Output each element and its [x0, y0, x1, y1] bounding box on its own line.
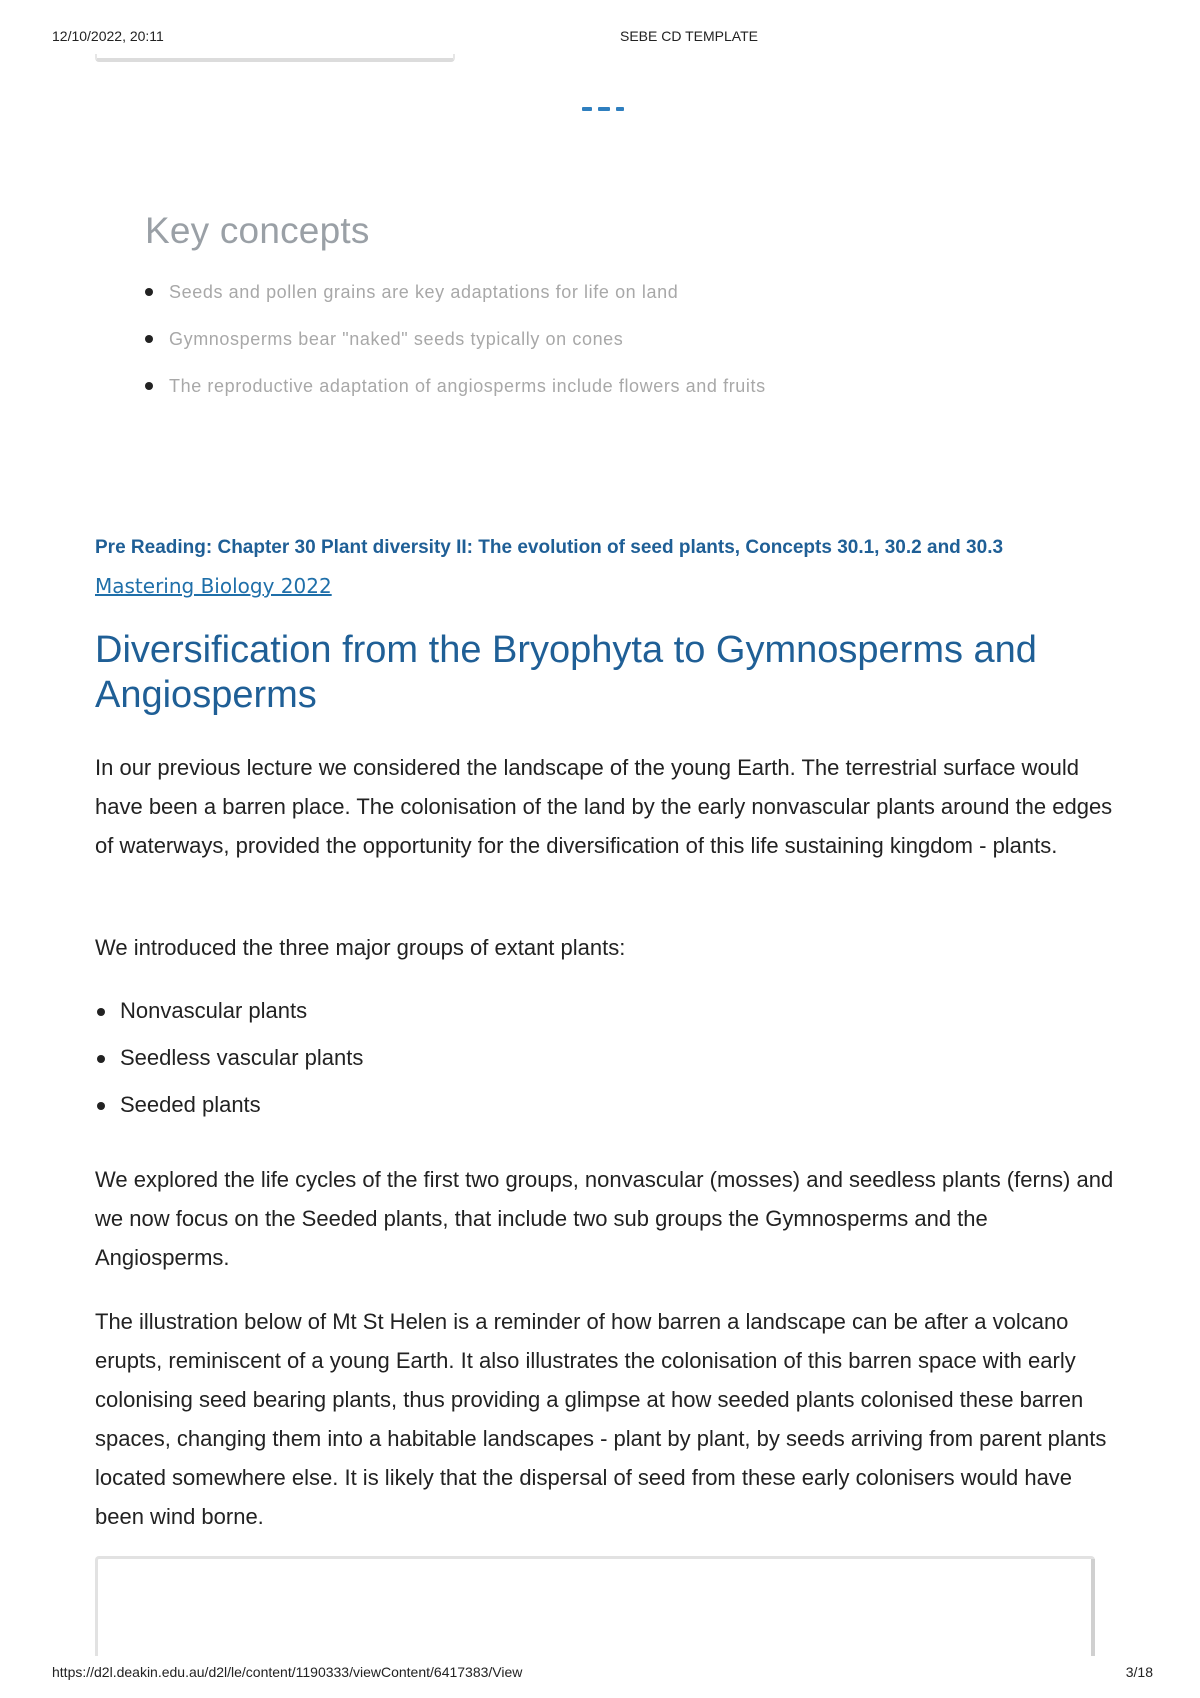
- page-number: 3/18: [1125, 1664, 1153, 1680]
- paragraph-groups-intro: We introduced the three major groups of extant plants:: [95, 935, 626, 960]
- illustration-frame: [95, 1556, 1095, 1656]
- key-concept-item: Seeds and pollen grains are key adaptations for life on land: [145, 282, 1045, 329]
- plant-group-item: Seedless vascular plants: [95, 1045, 363, 1092]
- page-url: https://d2l.deakin.edu.au/d2l/le/content/1190333/viewContent/6417383/View: [52, 1664, 523, 1680]
- document-title: SEBE CD TEMPLATE: [620, 28, 758, 44]
- key-concept-item: Gymnosperms bear "naked" seeds typically on cones: [145, 329, 1045, 376]
- plant-groups-list: [95, 998, 363, 1139]
- paragraph-life-cycles: We explored the life cycles of the first two groups, nonvascular (mosses) and seedless plants (ferns) and we now focus on the Seeded plants, that include two sub groups the Gymnosperms and the Angiosperms.: [95, 1167, 1114, 1270]
- mastering-biology-link[interactable]: Mastering Biology 2022: [95, 574, 332, 598]
- pre-reading-note: [95, 528, 1095, 607]
- plant-group-item: Nonvascular plants: [95, 998, 363, 1045]
- key-concept-item: The reproductive adaptation of angiosperms include flowers and fruits: [145, 376, 1045, 423]
- key-concepts-box: [145, 210, 1045, 423]
- print-timestamp: 12/10/2022, 20:11: [52, 28, 164, 44]
- paragraph-mt-st-helen: The illustration below of Mt St Helen is a reminder of how barren a landscape can be after a volcano erupts, reminiscent of a young Earth. It also illustrates the colonisation of this barren space with early colonising seed bearing plants, thus providing a glimpse at how seeded plants colonised these barren spaces, changing them into a habitable landscapes - plant by plant, by seeds arriving from parent plants located somewhere else. It is likely that the dispersal of seed from these early colonisers would have been wind borne.: [95, 1309, 1107, 1529]
- key-concepts-heading: Key concepts: [145, 210, 370, 251]
- embedded-frame-bottom-edge: [95, 54, 455, 62]
- pre-reading-text: Pre Reading: Chapter 30 Plant diversity II: The evolution of seed plants, Concepts 30.1, 30.2 and 30.3: [95, 537, 1004, 558]
- key-concepts-list: [145, 282, 1045, 423]
- plant-group-item: Seeded plants: [95, 1092, 363, 1139]
- paragraph-intro: In our previous lecture we considered the landscape of the young Earth. The terrestrial surface would have been a barren place. The colonisation of the land by the early nonvascular plants around the edges of waterways, provided the opportunity for the diversification of this life sustaining kingdom - plants.: [95, 755, 1113, 858]
- cutoff-graphic-fragment: [582, 93, 632, 111]
- section-heading: Diversification from the Bryophyta to Gymnosperms and Angiosperms: [95, 629, 1037, 716]
- print-header: [0, 28, 1200, 48]
- print-footer: [0, 1664, 1200, 1684]
